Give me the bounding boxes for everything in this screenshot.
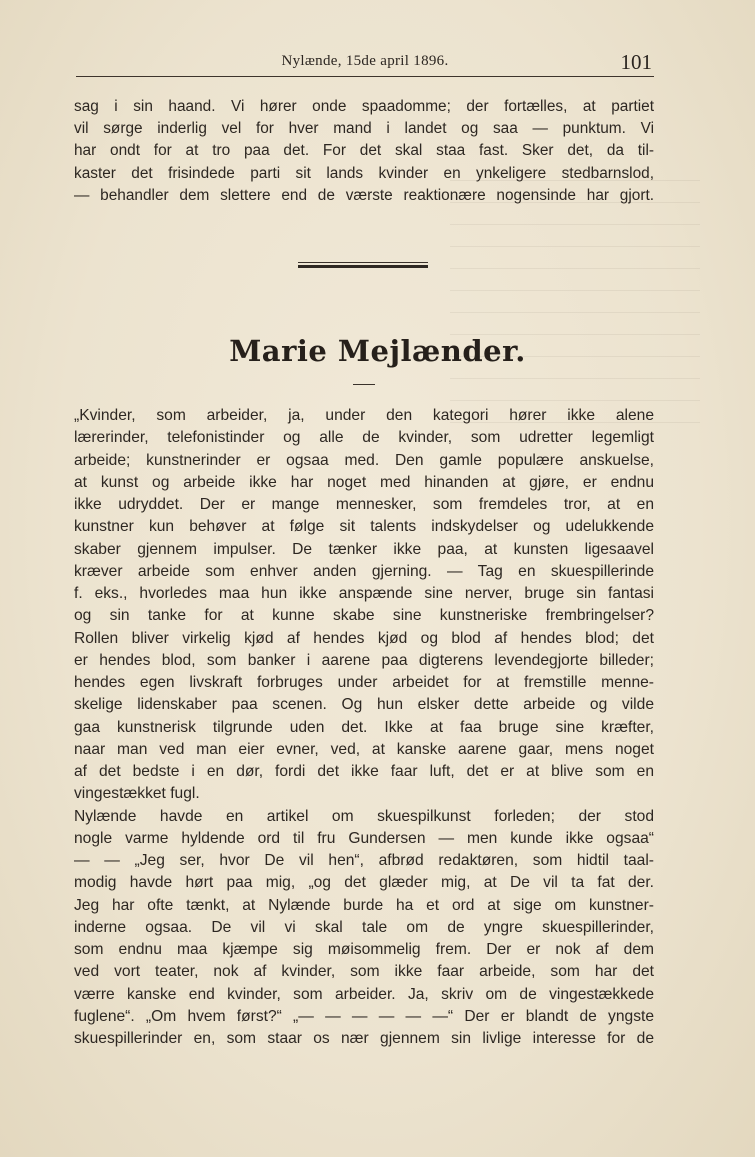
text-line: nogle varme hyldende ord til fru Gundersen — men kunde ikke ogsaa“ [74, 829, 654, 847]
running-head: Nylænde, 15de april 1896. [281, 53, 449, 69]
text-line: sag i sin haand. Vi hører onde spaadomme; der fortælles, at partiet [74, 98, 654, 115]
text-line: hendes egen livskraft forbruges under arbeidet for at fremstille menne- [74, 674, 654, 691]
text-line: er hendes blod, som banker i aarene paa digterens levendegjorte billeder; [74, 651, 654, 669]
text-line: kræver arbeide som enhver anden gjerning. — Tag en skuespillerinde [74, 562, 654, 580]
text-line: skaber gjennem impulser. De tænker ikke paa, at kunsten ligesaavel [74, 540, 654, 558]
article-title: Marie Mejlænder. [229, 334, 526, 368]
divider-thick-rule [298, 265, 428, 268]
title-underline [353, 384, 375, 385]
text-line: ved vort teater, nok af kvinder, som ikke faar arbeide, som har det [74, 963, 654, 981]
page-header [76, 50, 654, 77]
text-line: Nylænde havde en artikel om skuespilkunst forleden; der stod [74, 807, 654, 825]
divider-thin-rule [298, 262, 428, 263]
text-line: lærerinder, telefonistinder og alle de kvinder, som udretter legemligt [74, 429, 654, 447]
intro-paragraph [74, 96, 654, 207]
text-line: naar man ved man eier evner, ved, at kanske aarene gaar, mens noget [74, 740, 654, 758]
text-line: som endnu maa kjæmpe sig møisommelig frem. Der er nok af dem [74, 941, 654, 958]
text-line: kunstner kun behøver at følge sit talents indskydelser og udelukkende [74, 518, 654, 536]
section-divider [298, 262, 428, 269]
text-line: Jeg har ofte tænkt, at Nylænde burde ha et ord at sige om kunstner- [74, 896, 654, 914]
text-line: at kunst og arbeide ikke har noget med hinanden at gjøre, er endnu [74, 473, 654, 491]
text-line: „Kvinder, som arbeider, ja, under den kategori hører ikke alene [74, 407, 654, 424]
text-line: gaa kunstnerisk tilgrunde uden det. Ikke at faa bruge sine kræfter, [74, 718, 654, 736]
text-line: fuglene“. „Om hvem først?“ „— — — — — —“ Der er blandt de yngste [74, 1007, 654, 1025]
article-body [74, 405, 654, 1050]
bleed-through-texture [450, 180, 700, 440]
text-line: — — „Jeg ser, hvor De vil hen“, afbrød redaktøren, som hidtil taal- [74, 852, 654, 869]
text-line: vingestækket fugl. [74, 785, 200, 803]
text-line: — behandler dem slettere end de værste reaktionære nogensinde har gjort. [74, 186, 654, 204]
text-line: f. eks., hvorledes maa hun ikke anspænde sine nerver, bruge sin fantasi [74, 585, 654, 602]
text-line: værre kanske end kvinder, som arbeider. Ja, skriv om de vingestækkede [74, 985, 654, 1003]
text-line: skuespillerinder en, som staar os nær gjennem sin livlige interesse for de [74, 1030, 654, 1047]
text-line: vil sørge inderlig vel for hver mand i landet og saa — punktum. Vi [74, 120, 654, 138]
text-line: inderne ogsaa. De vil vi skal tale om de yngre skuespillerinder, [74, 918, 654, 936]
text-line: kaster det frisindede parti sit lands kvinder en ynkeligere stedbarnslod, [74, 164, 654, 182]
text-line: skelige lidenskaber paa scenen. Og hun elsker dette arbeide og vilde [74, 696, 654, 714]
page-number: 101 [620, 50, 652, 74]
text-line: ikke udryddet. Der er mange mennesker, som fremdeles tror, at en [74, 496, 654, 513]
text-line: Rollen bliver virkelig kjød af hendes kjød og blod af hendes blod; det [74, 629, 654, 647]
text-line: modig havde hørt paa mig, „og det glæder mig, at De vil ta fat der. [74, 874, 654, 892]
text-line: arbeide; kunstnerinder er ogsaa med. Den gamle populære anskuelse, [74, 451, 654, 469]
text-line: af det bedste i en dør, fordi det ikke faar luft, det er at blive som en [74, 763, 654, 780]
text-line: har ondt for at tro paa det. For det skal staa fast. Sker det, da til- [74, 142, 654, 160]
text-line: og sin tanke for at kunne skabe sine kunstneriske frembringelser? [74, 607, 654, 625]
